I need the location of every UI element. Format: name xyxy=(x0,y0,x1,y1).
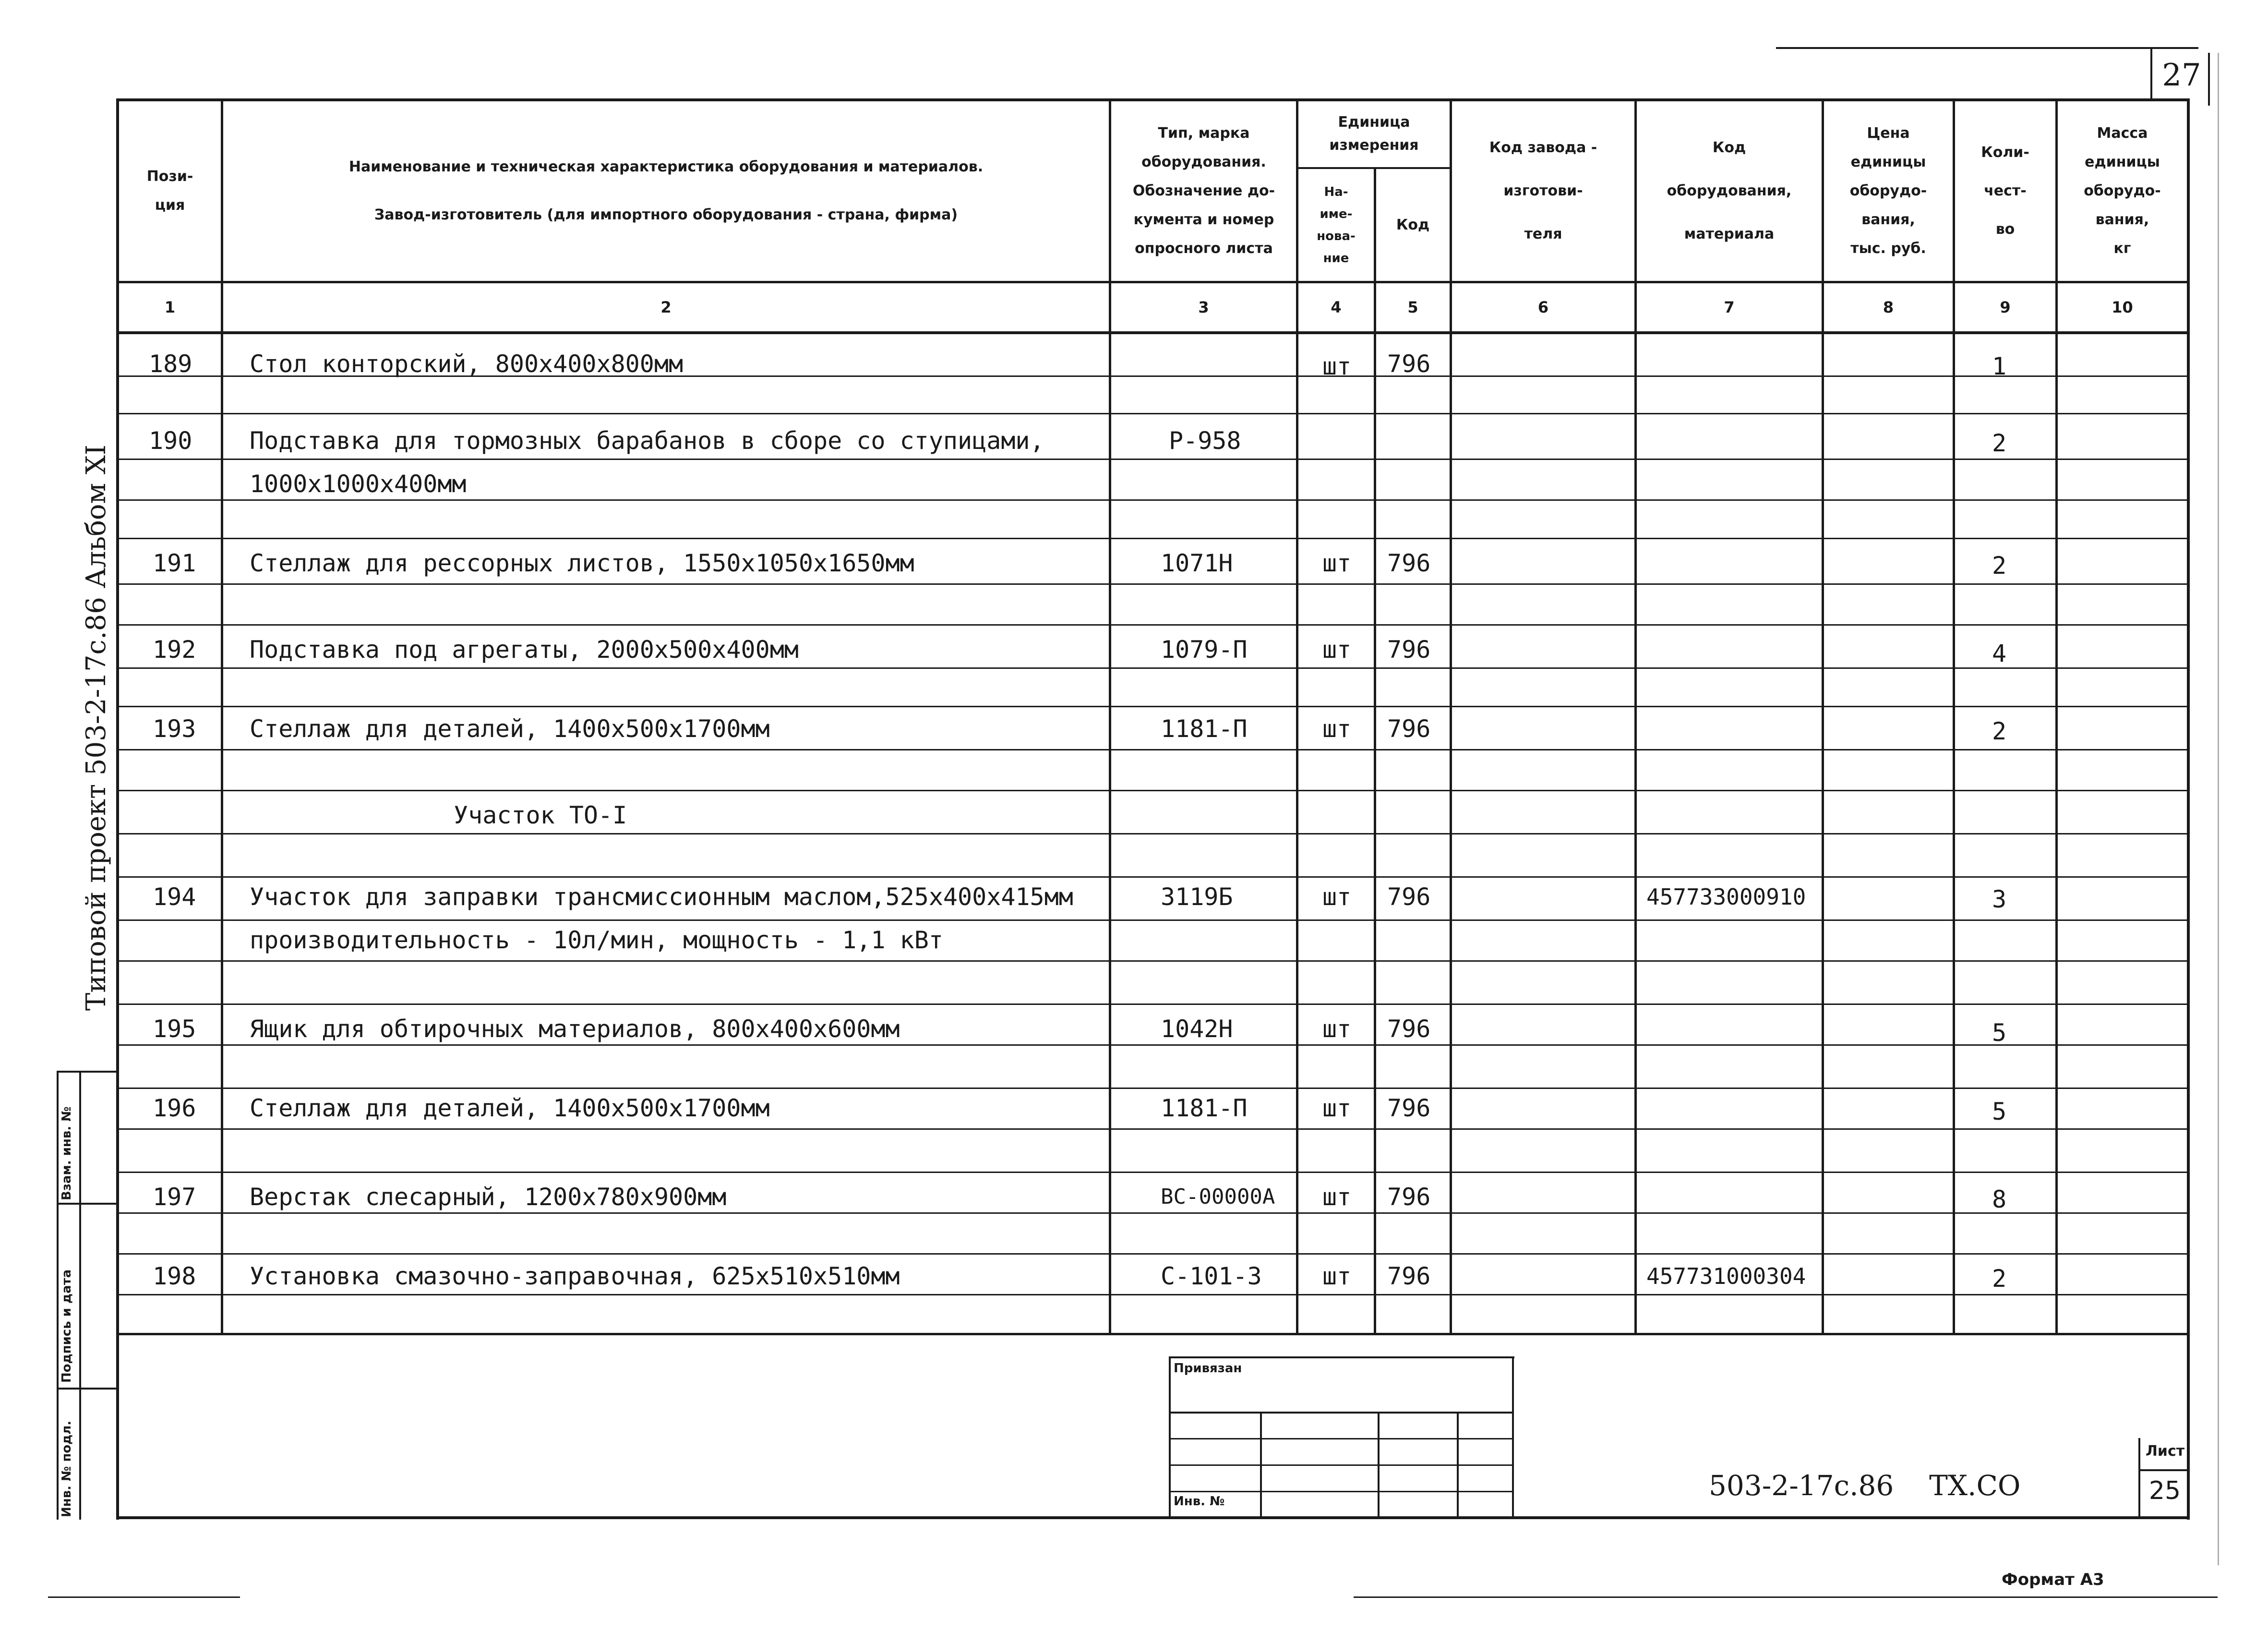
row-name: 1000х1000х400мм xyxy=(250,470,467,498)
row-unit-code: 796 xyxy=(1387,1015,1431,1043)
header-manufacturer-code: Код завода - изготови- теля xyxy=(1489,139,1597,242)
sheet-label: Лист xyxy=(2146,1443,2185,1460)
column-number: 9 xyxy=(2000,298,2011,316)
row-name: Подставка для тормозных барабанов в сборе со ступицами, xyxy=(250,427,1044,455)
row-equipment-code: 457731000304 xyxy=(1646,1263,1806,1289)
row-name: Стеллаж для деталей, 1400х500х1700мм xyxy=(250,1094,770,1122)
row-unit: шт xyxy=(1322,636,1352,664)
column-number: 4 xyxy=(1331,298,1342,316)
row-type: 1181-П xyxy=(1161,1094,1248,1122)
row-name: Участок для заправки трансмиссионным маслом,525х400х415мм xyxy=(250,883,1073,911)
column-number: 3 xyxy=(1198,298,1209,316)
header-unit-group: Единица измерения xyxy=(1329,114,1419,154)
column-number: 8 xyxy=(1883,298,1894,316)
row-type: С-101-3 xyxy=(1161,1262,1262,1290)
row-quantity: 4 xyxy=(1992,640,2007,667)
row-name: Ящик для обтирочных материалов, 800х400х600мм xyxy=(250,1015,900,1043)
row-quantity: 1 xyxy=(1992,352,2007,380)
row-quantity: 2 xyxy=(1992,552,2007,580)
header-quantity: Коли- чест- во xyxy=(1981,144,2029,238)
row-type: Р-958 xyxy=(1169,427,1241,455)
header-equipment-code: Код оборудования, материала xyxy=(1667,139,1792,242)
header-position: Пози- ция xyxy=(146,168,193,214)
row-unit: шт xyxy=(1322,883,1352,911)
row-unit: шт xyxy=(1322,715,1352,743)
row-type: 1042Н xyxy=(1161,1015,1233,1043)
row-position: 190 xyxy=(149,427,192,455)
row-quantity: 5 xyxy=(1992,1019,2007,1047)
header-mass: Масса единицы оборудо- вания, кг xyxy=(2084,124,2161,257)
row-position: 194 xyxy=(153,883,196,911)
row-name: Установка смазочно-заправочная, 625х510х510мм xyxy=(250,1262,900,1290)
row-unit: шт xyxy=(1322,1094,1352,1122)
row-equipment-code: 457733000910 xyxy=(1646,884,1806,910)
stamp-label: Инв. № подл. xyxy=(60,1420,74,1517)
page-number: 27 xyxy=(2162,58,2201,93)
side-title: Типовой проект 503-2-17с.86 Альбом XI xyxy=(81,445,112,1011)
row-unit-code: 796 xyxy=(1387,350,1431,378)
row-position: 196 xyxy=(153,1094,196,1122)
row-type: 1079-П xyxy=(1161,636,1248,664)
row-quantity: 2 xyxy=(1992,1265,2007,1293)
row-type: 1071Н xyxy=(1161,549,1233,577)
row-position: 197 xyxy=(153,1183,196,1211)
row-quantity: 5 xyxy=(1992,1098,2007,1125)
header-unit-code: Код xyxy=(1396,216,1430,233)
row-unit-code: 796 xyxy=(1387,1183,1431,1211)
row-unit-code: 796 xyxy=(1387,1094,1431,1122)
row-quantity: 3 xyxy=(1992,885,2007,913)
stamp-label: Подпись и дата xyxy=(60,1269,74,1383)
header-type: Тип, марка оборудования. Обозначение до- кумента и номер опросного листа xyxy=(1132,124,1275,257)
row-unit: шт xyxy=(1322,1262,1352,1290)
document-code: 503-2-17с.86 ТХ.СО xyxy=(1709,1469,2021,1502)
row-unit-code: 796 xyxy=(1387,715,1431,743)
row-unit: шт xyxy=(1322,352,1352,380)
row-name: производительность - 10л/мин, мощность - 1,1 кВт xyxy=(250,926,943,954)
section-heading: Участок ТО-I xyxy=(454,801,627,829)
row-position: 195 xyxy=(153,1015,196,1043)
row-type: 1181-П xyxy=(1161,715,1248,743)
inventory-number-label: Инв. № xyxy=(1174,1494,1225,1509)
row-position: 191 xyxy=(153,549,196,577)
column-number: 6 xyxy=(1537,298,1549,316)
column-number: 7 xyxy=(1724,298,1735,316)
row-position: 198 xyxy=(153,1262,196,1290)
row-unit-code: 796 xyxy=(1387,549,1431,577)
row-name: Стеллаж для рессорных листов, 1550х1050х1650мм xyxy=(250,549,914,577)
sheet-number: 25 xyxy=(2148,1476,2181,1505)
column-number: 10 xyxy=(2112,298,2133,316)
stamp-label: Взам. инв. № xyxy=(60,1106,74,1200)
header-unit-name: На- име- нова- ние xyxy=(1317,184,1356,266)
row-unit-code: 796 xyxy=(1387,883,1431,911)
row-position: 193 xyxy=(153,715,196,743)
header-price: Цена единицы оборудо- вания, тыс. руб. xyxy=(1849,124,1927,257)
row-name: Подставка под агрегаты, 2000х500х400мм xyxy=(250,636,799,664)
privyazan-label: Привязан xyxy=(1174,1361,1242,1376)
header-name: Наименование и техническая характеристика оборудования и материалов. Завод-изготовитель (для импортного оборудования - страна, фирма) xyxy=(348,158,984,223)
row-name: Верстак слесарный, 1200х780х900мм xyxy=(250,1183,727,1211)
row-unit-code: 796 xyxy=(1387,1262,1431,1290)
row-position: 192 xyxy=(153,636,196,664)
row-unit: шт xyxy=(1322,1015,1352,1043)
row-quantity: 2 xyxy=(1992,429,2007,457)
column-number: 2 xyxy=(660,298,672,316)
row-unit: шт xyxy=(1322,549,1352,577)
row-quantity: 8 xyxy=(1992,1185,2007,1213)
row-type: 3119Б xyxy=(1161,883,1233,911)
column-number: 1 xyxy=(164,298,176,316)
row-unit: шт xyxy=(1322,1183,1352,1211)
format-label: Формат А3 xyxy=(2002,1570,2104,1589)
row-name: Стеллаж для деталей, 1400х500х1700мм xyxy=(250,715,770,743)
row-position: 189 xyxy=(149,350,192,378)
row-quantity: 2 xyxy=(1992,717,2007,745)
row-name: Стол конторский, 800х400х800мм xyxy=(250,350,684,378)
row-type: ВС-00000А xyxy=(1161,1185,1275,1209)
row-unit-code: 796 xyxy=(1387,636,1431,664)
column-number: 5 xyxy=(1407,298,1418,316)
